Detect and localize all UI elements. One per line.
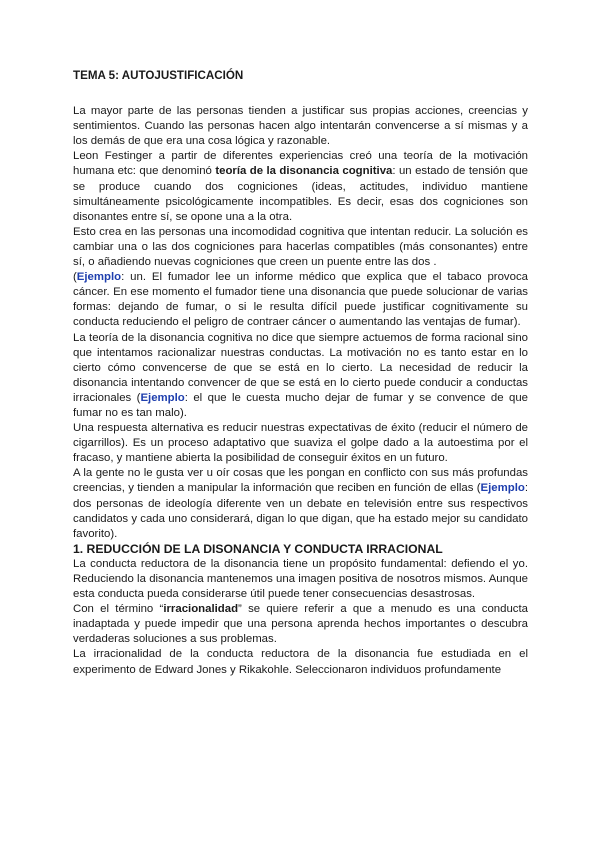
text-span: : un. El fumador lee un informe médico que explica que el tabaco provoca cáncer. En ese momento el fumador tiene una disonancia que puede solucionar de varias formas: dejando de fumar, o si le resulta difícil puede justificar cognitivamente su conducta reduciendo el peligro de contraer cáncer o aumentando las ventajas de fumar). — [73, 271, 528, 329]
example-label: Ejemplo — [480, 482, 525, 495]
example-label: Ejemplo — [140, 391, 185, 404]
section-heading-1: 1. REDUCCIÓN DE LA DISONANCIA Y CONDUCTA IRRACIONAL — [73, 541, 443, 556]
text-span: A la gente no le gusta ver u oír cosas que les pongan en conflicto con sus más profundas creencias, y tienden a manipular la información que reciben en función de ellas ( — [73, 467, 528, 495]
paragraph-incomodidad: Esto crea en las personas una incomodidad cognitiva que intentan reducir. La solución es cambiar una o las dos cogniciones para hacerlas compatibles (más consonantes) entre sí, o añadiendo nuevas cogniciones que creen un puente entre las dos . — [73, 225, 528, 269]
document-title: TEMA 5: AUTOJUSTIFICACIÓN — [73, 69, 244, 82]
paragraph-experimento: La irracionalidad de la conducta reductora de la disonancia fue estudiada en el experimento de Edward Jones y Rikakohle. Seleccionaron individuos profundamente — [73, 648, 528, 676]
paragraph-irracionalidad — [73, 602, 528, 647]
paragraph-intro: La mayor parte de las personas tienden a justificar sus propias acciones, creencias y sentimientos. Cuando las personas hacen algo intentarán convencerse a sí mismas y a los demás de que era una cosa lógica y razonable. — [73, 105, 528, 148]
text-span: ” se quiere referir a que a menudo es una conducta inadaptada y puede impedir que una persona aprenda hechos importantes o descubra verdaderas soluciones a sus problemas. — [73, 603, 528, 646]
text-span: Con el término “ — [73, 603, 164, 616]
text-span: : dos personas de ideología diferente ven un debate en televisión entre sus respectivos candidatos y cada uno considerará, digan lo que digan, que ha estado mejor su candidato favorito). — [73, 482, 528, 540]
paragraph-ejemplo-fumador — [73, 270, 528, 330]
document-page — [73, 68, 528, 678]
example-label: Ejemplo — [76, 271, 122, 284]
term-disonancia-cognitiva: teoría de la disonancia cognitiva — [215, 165, 393, 178]
text-span: : el que le cuesta mucho dejar de fumar y se convence de que fumar no es tan malo). — [73, 391, 528, 419]
paragraph-festinger — [73, 149, 528, 224]
term-irracionalidad: irracionalidad — [163, 603, 239, 616]
text-span: ( — [73, 271, 77, 284]
text-span: La teoría de la disonancia cognitiva no dice que siempre actuemos de forma racional sino que intentamos racionalizar nuestras conductas. La motivación no es tanto estar en lo cierto cómo convencerse de que se está en lo cierto. La necesidad de reducir la disonancia intentando convencer de que se está en lo cierto puede conducir a conductas irracionales ( — [73, 331, 528, 404]
paragraph-conducta-reductora: La conducta reductora de la disonancia tiene un propósito fundamental: defiendo el yo. Reduciendo la disonancia mantenemos una imagen positiva de nosotros mismos. Aunque esta conducta pueda considerarse útil puede tener consecuencias desastrosas. — [73, 557, 528, 601]
paragraph-creencias — [73, 466, 528, 541]
text-span: Leon Festinger a partir de diferentes experiencias creó una teoría de la motivación humana etc: que denominó — [73, 150, 528, 178]
paragraph-expectativas: Una respuesta alternativa es reducir nuestras expectativas de éxito (reducir el número de cigarrillos). Es un proceso adaptativo que suaviza el golpe dado a la autoestima por el fracaso, y mantiene abierta la posibilidad de conseguir éxitos en un futuro. — [73, 422, 528, 465]
paragraph-racionalizar — [73, 331, 528, 422]
text-span: : un estado de tensión que se produce cuando dos cogniciones (ideas, actitudes, individuo mantiene simultáneamente psicológicamente incompatibles. Es decir, esas dos cogniciones son disonantes entre sí, se opone una a la otra. — [73, 165, 528, 223]
